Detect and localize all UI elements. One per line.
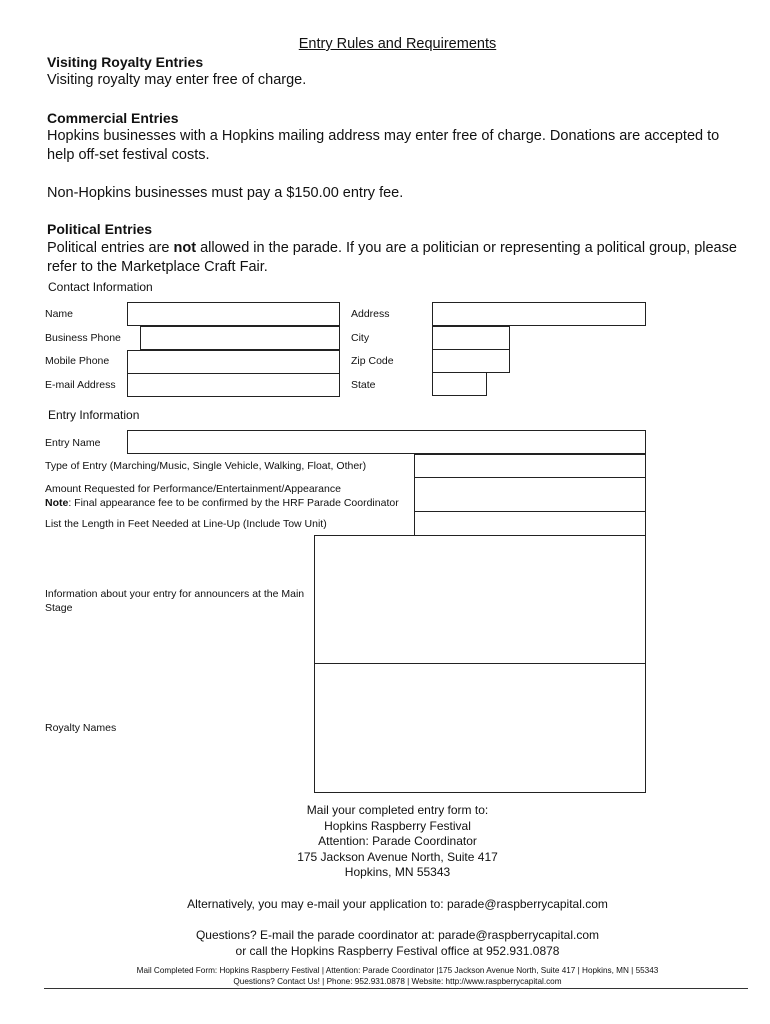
contact-section-title: Contact Information bbox=[48, 280, 153, 294]
mobile-phone-label: Mobile Phone bbox=[45, 355, 110, 367]
page-title: Entry Rules and Requirements bbox=[298, 36, 497, 52]
name-field[interactable] bbox=[127, 302, 340, 326]
name-label: Name bbox=[45, 308, 74, 320]
lineup-length-label: List the Length in Feet Needed at Line-Up (Include Tow Unit) bbox=[45, 518, 327, 530]
address-field[interactable] bbox=[432, 302, 646, 326]
entry-name-label: Entry Name bbox=[45, 437, 101, 449]
email-label: E-mail Address bbox=[45, 379, 116, 391]
fee-note: Note: Final appearance fee to be confirmed by the HRF Parade Coordinator bbox=[45, 497, 399, 509]
zip-code-label: Zip Code bbox=[351, 355, 394, 367]
email-application-line: Alternatively, you may e-mail your application to: parade@raspberrycapital.com bbox=[187, 897, 608, 911]
business-phone-label: Business Phone bbox=[45, 332, 121, 344]
footer-divider bbox=[44, 988, 748, 989]
business-phone-field[interactable] bbox=[140, 326, 340, 350]
email-field[interactable] bbox=[127, 373, 340, 397]
mobile-phone-field[interactable] bbox=[127, 350, 340, 374]
entry-type-label: Type of Entry (Marching/Music, Single Vehicle, Walking, Float, Other) bbox=[45, 460, 367, 472]
city-field[interactable] bbox=[432, 326, 510, 350]
address-label: Address bbox=[351, 308, 390, 320]
commercial-heading: Commercial Entries bbox=[47, 110, 179, 126]
announcer-info-label: Information about your entry for announcers at the Main Stage bbox=[45, 588, 305, 614]
state-label: State bbox=[351, 379, 376, 391]
questions-block: Questions? E-mail the parade coordinator at: parade@raspberrycapital.com or call the Hopkins Raspberry Festival office at 952.931.0878 bbox=[195, 928, 600, 958]
lineup-length-field[interactable] bbox=[414, 511, 646, 536]
entry-section-title: Entry Information bbox=[48, 408, 140, 422]
political-not: not bbox=[173, 240, 197, 256]
amount-requested-label: Amount Requested for Performance/Entertainment/Appearance Note: Final appearance fee to be confirmed by the HRF Parade Coordinator bbox=[45, 483, 399, 509]
amount-requested-field[interactable] bbox=[414, 477, 646, 512]
mailing-instructions: Mail your completed entry form to: Hopkins Raspberry Festival Attention: Parade Coordinator 175 Jackson Avenue North, Suite 417 Hopkins, MN 55343 bbox=[297, 803, 498, 879]
announcer-info-textarea[interactable] bbox=[314, 535, 646, 664]
state-field[interactable] bbox=[432, 372, 487, 396]
political-heading: Political Entries bbox=[47, 221, 153, 237]
entry-name-field[interactable] bbox=[127, 430, 646, 454]
royalty-heading: Visiting Royalty Entries bbox=[47, 54, 204, 70]
royalty-names-textarea[interactable] bbox=[314, 663, 646, 793]
royalty-text: Visiting royalty may enter free of charge. bbox=[47, 72, 307, 88]
commercial-fee-text: Non-Hopkins businesses must pay a $150.00 entry fee. bbox=[47, 185, 404, 201]
political-text: Political entries are not allowed in the parade. If you are a politician or representing a political group, please refer to the Marketplace Craft Fair. bbox=[47, 240, 737, 275]
city-label: City bbox=[351, 332, 370, 344]
commercial-text: Hopkins businesses with a Hopkins mailing address may enter free of charge. Donations are accepted to help off-set festival costs. bbox=[47, 128, 720, 163]
entry-type-field[interactable] bbox=[414, 454, 646, 478]
zip-code-field[interactable] bbox=[432, 349, 510, 373]
footer: Mail Completed Form: Hopkins Raspberry Festival | Attention: Parade Coordinator |175 Jackson Avenue North, Suite 417 | Hopkins, MN | 55343 Questions? Contact Us! | Phone: 952.931.0878 | Website: http://www.raspberrycapital.com bbox=[136, 966, 659, 986]
royalty-names-label: Royalty Names bbox=[45, 722, 117, 734]
